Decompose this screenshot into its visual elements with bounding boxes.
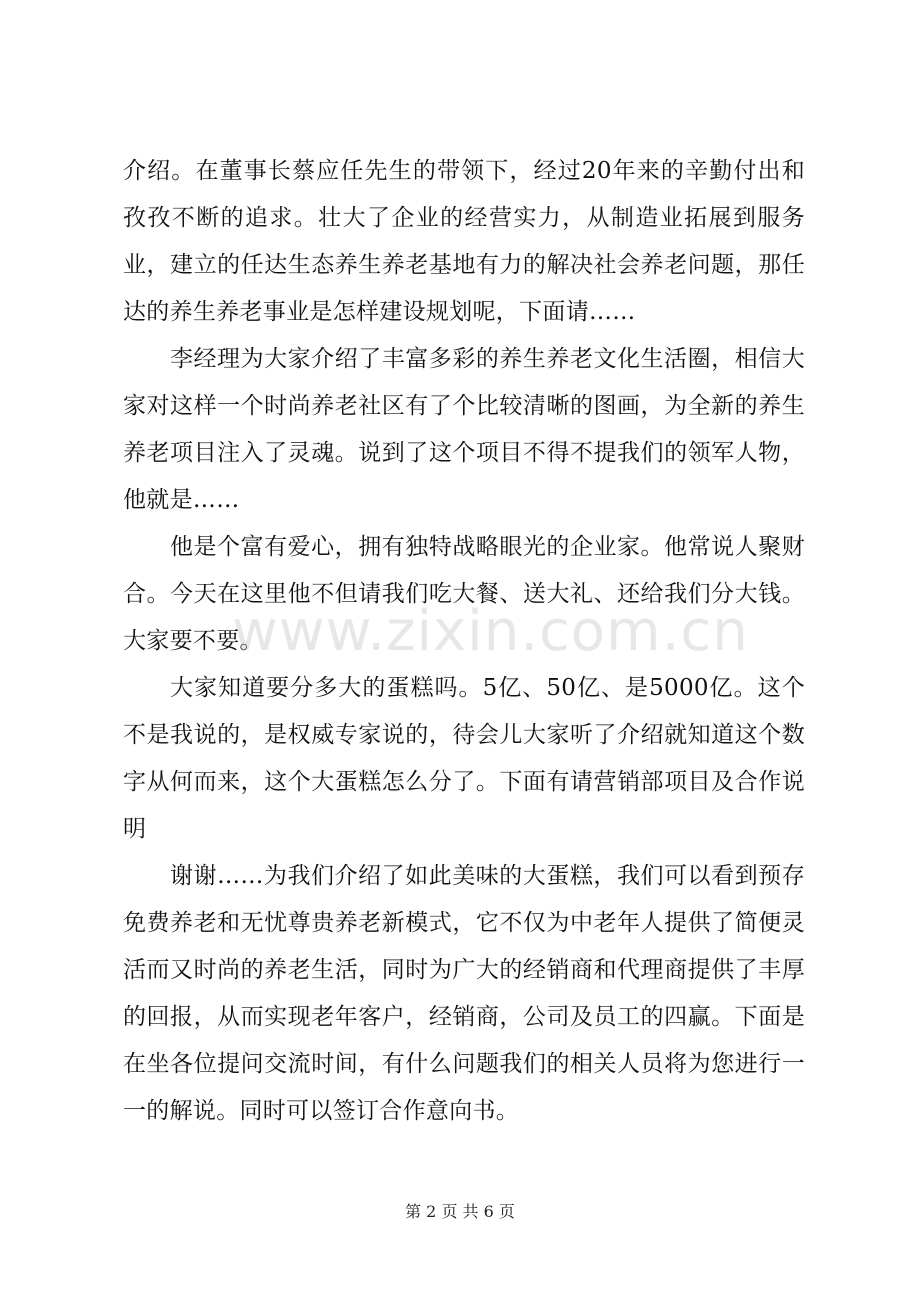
paragraph-4: 大家知道要分多大的蛋糕吗。5亿、50亿、是5000亿。这个不是我说的，是权威专家说的，待会儿大家听了介绍就知道这个数字从何而来，这个大蛋糕怎么分了。下面有请营销部项目及合作说明 (123, 675, 805, 842)
paragraph-2: 李经理为大家介绍了丰富多彩的养生养老文化生活圈，相信大家对这样一个时尚养老社区有了个比较清晰的图画，为全新的养生养老项目注入了灵魂。说到了这个项目不得不提我们的领军人物，他就是…… (123, 346, 805, 513)
paragraph-1: 介绍。在董事长蔡应任先生的带领下，经过20年来的辛勤付出和孜孜不断的追求。壮大了企业的经营实力，从制造业拓展到服务业，建立的任达生态养生养老基地有力的解决社会养老问题，那任达的养生养老事业是怎样建设规划呢，下面请…… (123, 158, 805, 325)
watermark: www.zixin.com.cn (232, 599, 749, 664)
body-text (123, 148, 805, 1135)
paragraph-5: 谢谢……为我们介绍了如此美味的大蛋糕，我们可以看到预存免费养老和无忧尊贵养老新模式，它不仅为中老年人提供了简便灵活而又时尚的养老生活，同时为广大的经销商和代理商提供了丰厚的回报，从而实现老年客户，经销商，公司及员工的四赢。下面是在坐各位提问交流时间，有什么问题我们的相关人员将为您进行一一的解说。同时可以签订合作意向书。 (123, 863, 805, 1124)
paragraph-3: 他是个富有爱心，拥有独特战略眼光的企业家。他常说人聚财合。今天在这里他不但请我们吃大餐、送大礼、还给我们分大钱。大家要不要。 (123, 534, 805, 654)
page-footer: 第 2 页 共 6 页 (405, 1202, 515, 1221)
